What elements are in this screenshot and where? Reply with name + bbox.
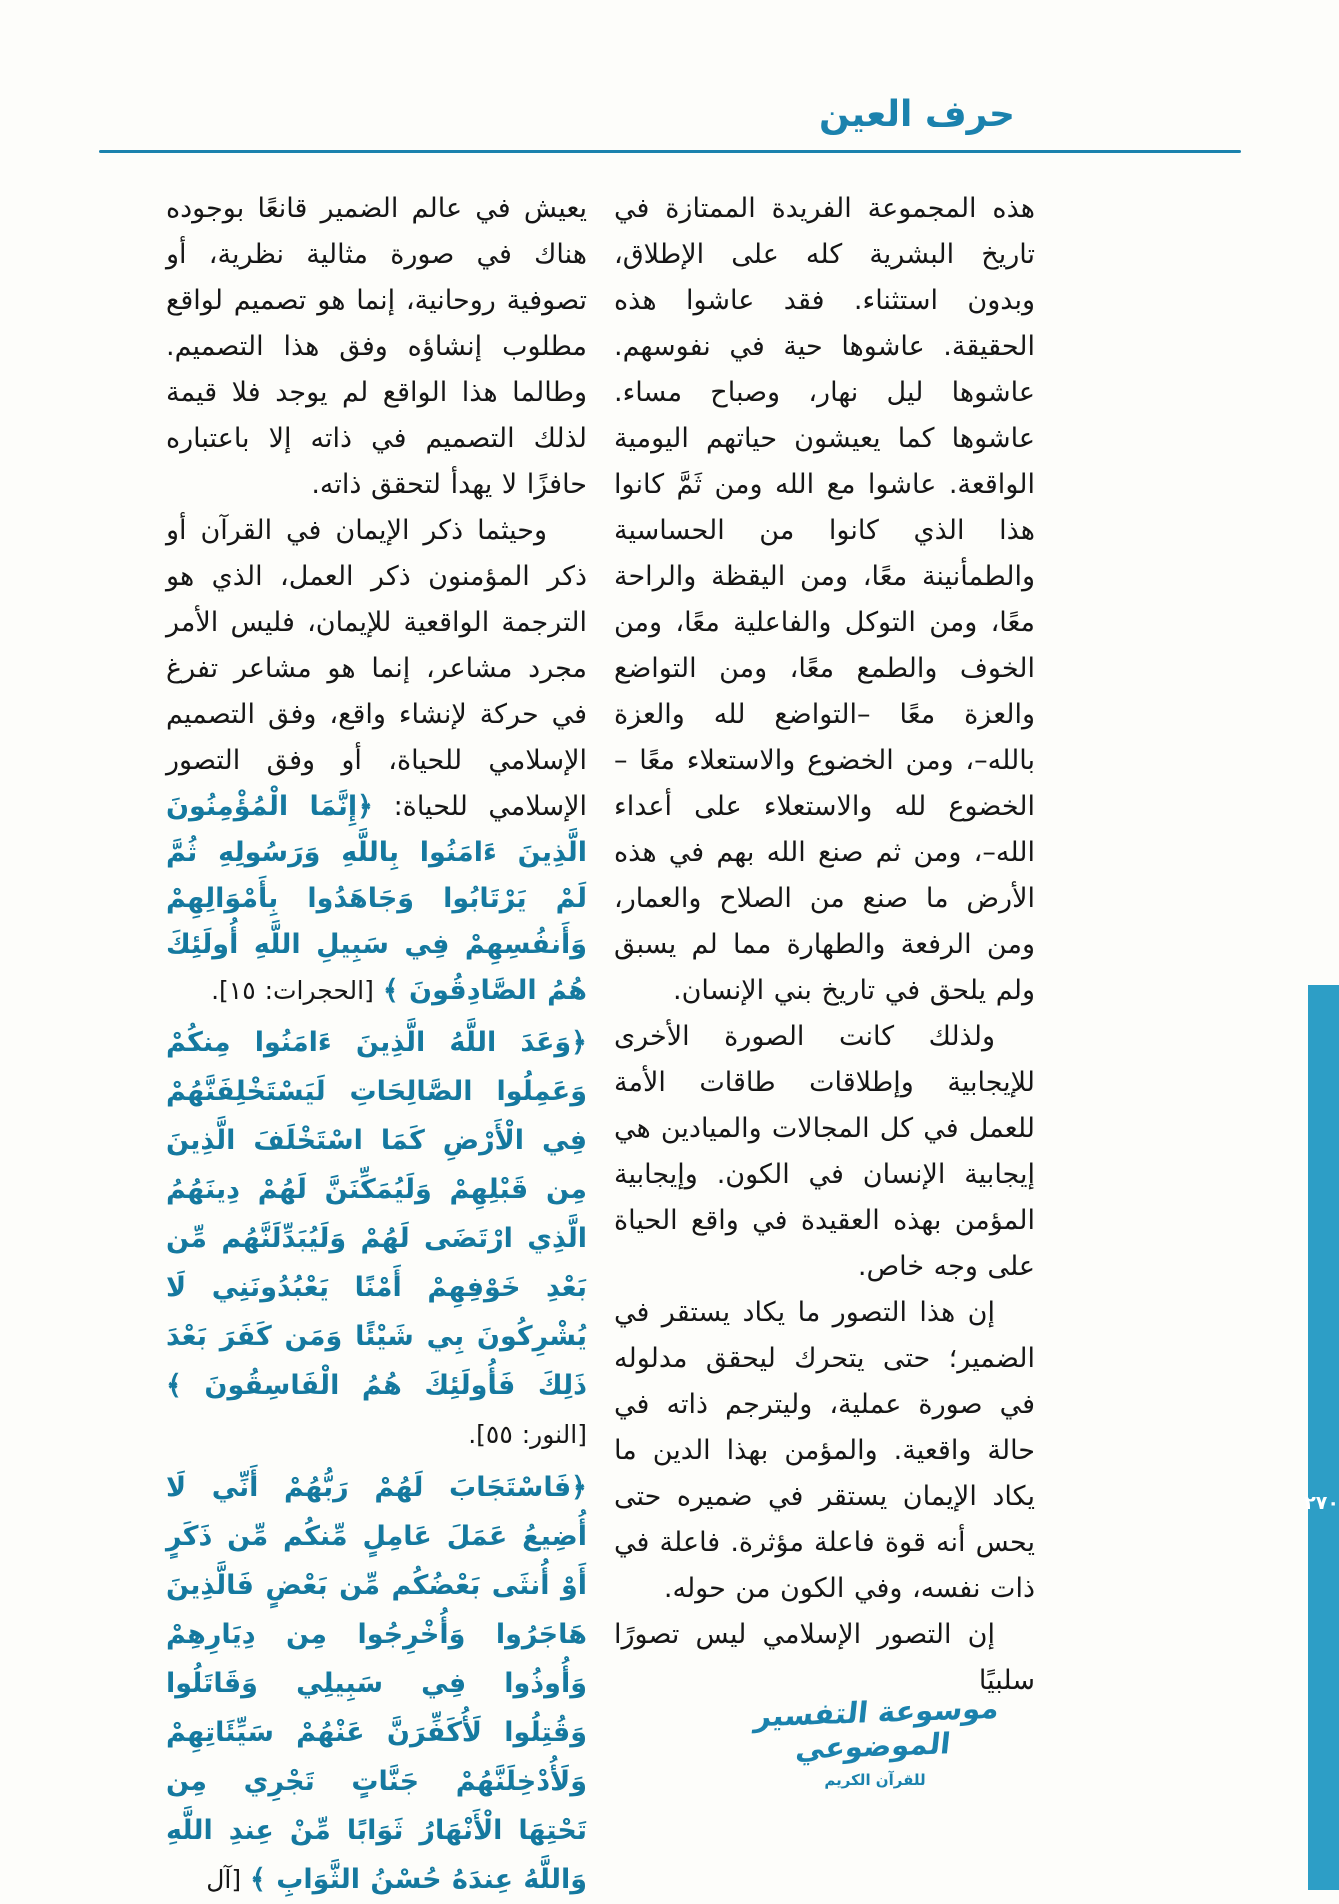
page-number: ٢٧٠ <box>1304 1492 1339 1514</box>
paragraph-continuation: يعيش في عالم الضمير قانعًا بوجوده هناك في صورة مثالية نظرية، أو تصوفية روحانية، إنما هو تصميم لواقع مطلوب إنشاؤه وفق هذا التصميم. وطالما هذا الواقع لم يوجد فلا قيمة لذلك التصميم في ذاته إلا باعتباره حافزًا لا يهدأ لتحقق ذاته. <box>166 193 587 500</box>
verse-reference: [النور: ٥٥]. <box>468 1420 587 1449</box>
quran-quote-block <box>166 1463 587 1904</box>
quran-verse-hujurat-15: ﴿إِنَّمَا الْمُؤْمِنُونَ الَّذِينَ ءَامَنُوا بِاللَّهِ وَرَسُولِهِ ثُمَّ لَمْ يَرْتَابُوا وَجَاهَدُوا بِأَمْوَالِهِمْ وَأَنفُسِهِمْ فِي سَبِيلِ اللَّهِ أُولَئِكَ هُمُ الصَّادِقُونَ ﴾ <box>166 791 587 1006</box>
two-column-text-area <box>165 186 1035 1904</box>
quran-verse-al-imran: ﴿فَاسْتَجَابَ لَهُمْ رَبُّهُمْ أَنِّي لَا أُضِيعُ عَمَلَ عَامِلٍ مِّنكُم مِّن ذَكَرٍ أَوْ أُنثَى بَعْضُكُم مِّن بَعْضٍ فَالَّذِينَ هَاجَرُوا وَأُخْرِجُوا مِن دِيَارِهِمْ وَأُوذُوا فِي سَبِيلِي وَقَاتَلُوا وَقُتِلُوا لَأُكَفِّرَنَّ عَنْهُمْ سَيِّئَاتِهِمْ وَلَأُدْخِلَنَّهُمْ جَنَّاتٍ تَجْرِي مِن تَحْتِهَا الْأَنْهَارُ ثَوَابًا مِّنْ عِندِ اللَّهِ وَاللَّهُ عِندَهُ حُسْنُ الثَّوَابِ ﴾ <box>166 1472 587 1895</box>
section-header-calligraphy: حرف العين <box>819 94 1015 135</box>
left-column <box>166 186 587 1904</box>
header-divider-line <box>99 150 1241 153</box>
publisher-logo-title: موسوعة التفسير الموضوعي <box>752 1690 1001 1766</box>
publisher-logo-subtitle: للقرآن الكريم <box>824 1771 926 1789</box>
paragraph-with-quran-quote <box>166 508 587 1014</box>
quran-verse-nur-55: ﴿وَعَدَ اللَّهُ الَّذِينَ ءَامَنُوا مِنكُمْ وَعَمِلُوا الصَّالِحَاتِ لَيَسْتَخْلِفَنَّهُمْ فِي الْأَرْضِ كَمَا اسْتَخْلَفَ الَّذِينَ مِن قَبْلِهِمْ وَلَيُمَكِّنَنَّ لَهُمْ دِينَهُمُ الَّذِي ارْتَضَى لَهُمْ وَلَيُبَدِّلَنَّهُم مِّن بَعْدِ خَوْفِهِمْ أَمْنًا يَعْبُدُونَنِي لَا يُشْرِكُونَ بِي شَيْئًا وَمَن كَفَرَ بَعْدَ ذَلِكَ فَأُولَئِكَ هُمُ الْفَاسِقُونَ ﴾ <box>166 1027 587 1401</box>
quran-quote-block <box>166 1018 587 1459</box>
right-column <box>614 186 1035 1904</box>
paragraph: إن التصور الإسلامي ليس تصورًا سلبيًا <box>614 1619 1035 1696</box>
verse-reference: [الحجرات: ١٥]. <box>211 976 383 1005</box>
body-text-segment: وحيثما ذكر الإيمان في القرآن أو ذكر المؤمنون ذكر العمل، الذي هو الترجمة الواقعية للإيمان، فليس الأمر مجرد مشاعر، إنما هو مشاعر تفرغ في حركة لإنشاء واقع، وفق التصميم الإسلامي للحياة، أو وفق التصور الإسلامي للحياة: <box>166 515 587 822</box>
paragraph: إن هذا التصور ما يكاد يستقر في الضمير؛ حتى يتحرك ليحقق مدلوله في صورة عملية، وليترجم ذاته في حالة واقعية. والمؤمن بهذا الدين ما يكاد الإيمان يستقر في ضميره حتى يحس أنه قوة فاعلة مؤثرة. فاعلة في ذات نفسه، وفي الكون من حوله. <box>614 1297 1035 1604</box>
paragraph: ولذلك كانت الصورة الأخرى للإيجابية وإطلاقات طاقات الأمة للعمل في كل المجالات والميادين هي إيجابية الإنسان في الكون. وإيجابية المؤمن بهذه العقيدة في واقع الحياة على وجه خاص. <box>614 1021 1035 1282</box>
verse-reference-cutoff: [آل <box>206 1865 251 1894</box>
paragraph-continuation: هذه المجموعة الفريدة الممتازة في تاريخ البشرية كله على الإطلاق، وبدون استثناء. فقد عاشوا هذه الحقيقة. عاشوها حية في نفوسهم. عاشوها ليل نهار، وصباح مساء. عاشوها كما يعيشون حياتهم اليومية الواقعة. عاشوا مع الله ومن ثَمَّ كانوا هذا الذي كانوا من الحساسية والطمأنينة معًا، ومن اليقظة والراحة معًا، ومن التوكل والفاعلية معًا، ومن الخوف والطمع معًا، ومن التواضع والعزة معًا –التواضع لله والعزة بالله–، ومن الخضوع والاستعلاء معًا –الخضوع لله والاستعلاء على أعداء الله–، ومن ثم صنع الله بهم في هذه الأرض ما صنع من الصلاح والعمار، ومن الرفعة والطهارة مما لم يسبق ولم يلحق في تاريخ بني الإنسان. <box>614 193 1035 1006</box>
publisher-logo-calligraphy <box>735 1690 1015 1789</box>
page-edge-color-bar <box>1304 985 1339 1890</box>
